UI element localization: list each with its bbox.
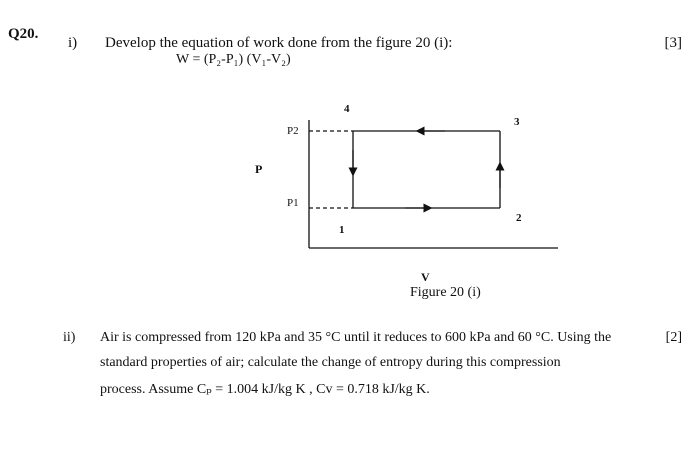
part-ii-text-line-3: process. Assume Cₚ = 1.004 kJ/kg K , Cv = 0.718 kJ/kg K.: [100, 382, 430, 397]
point-4-label: 4: [344, 103, 350, 115]
p-axis-label: P: [255, 162, 263, 176]
part-i-question-text: Develop the equation of work done from the figure 20 (i):: [105, 35, 453, 51]
work-equation: W = (P₂-P₁) (V₁-V₂): [176, 52, 291, 67]
question-number: Q20.: [8, 26, 39, 42]
p1-label: P1: [287, 197, 299, 209]
v-axis-label: V: [421, 270, 430, 284]
part-ii-text-line-1: Air is compressed from 120 kPa and 35 °C until it reduces to 600 kPa and 60 °C. Using the: [100, 330, 612, 345]
figure-caption: Figure 20 (i): [410, 285, 481, 300]
part-i-marks: [3]: [664, 35, 682, 51]
part-ii-text-line-2: standard properties of air; calculate the change of entropy during this compression: [100, 355, 561, 370]
p2-label: P2: [287, 125, 299, 137]
part-ii-label: ii): [63, 330, 76, 345]
part-ii-marks: [2]: [665, 330, 682, 345]
part-i-label: i): [68, 35, 78, 51]
point-3-label: 3: [514, 116, 520, 128]
point-1-label: 1: [339, 224, 345, 236]
point-2-label: 2: [516, 212, 522, 224]
